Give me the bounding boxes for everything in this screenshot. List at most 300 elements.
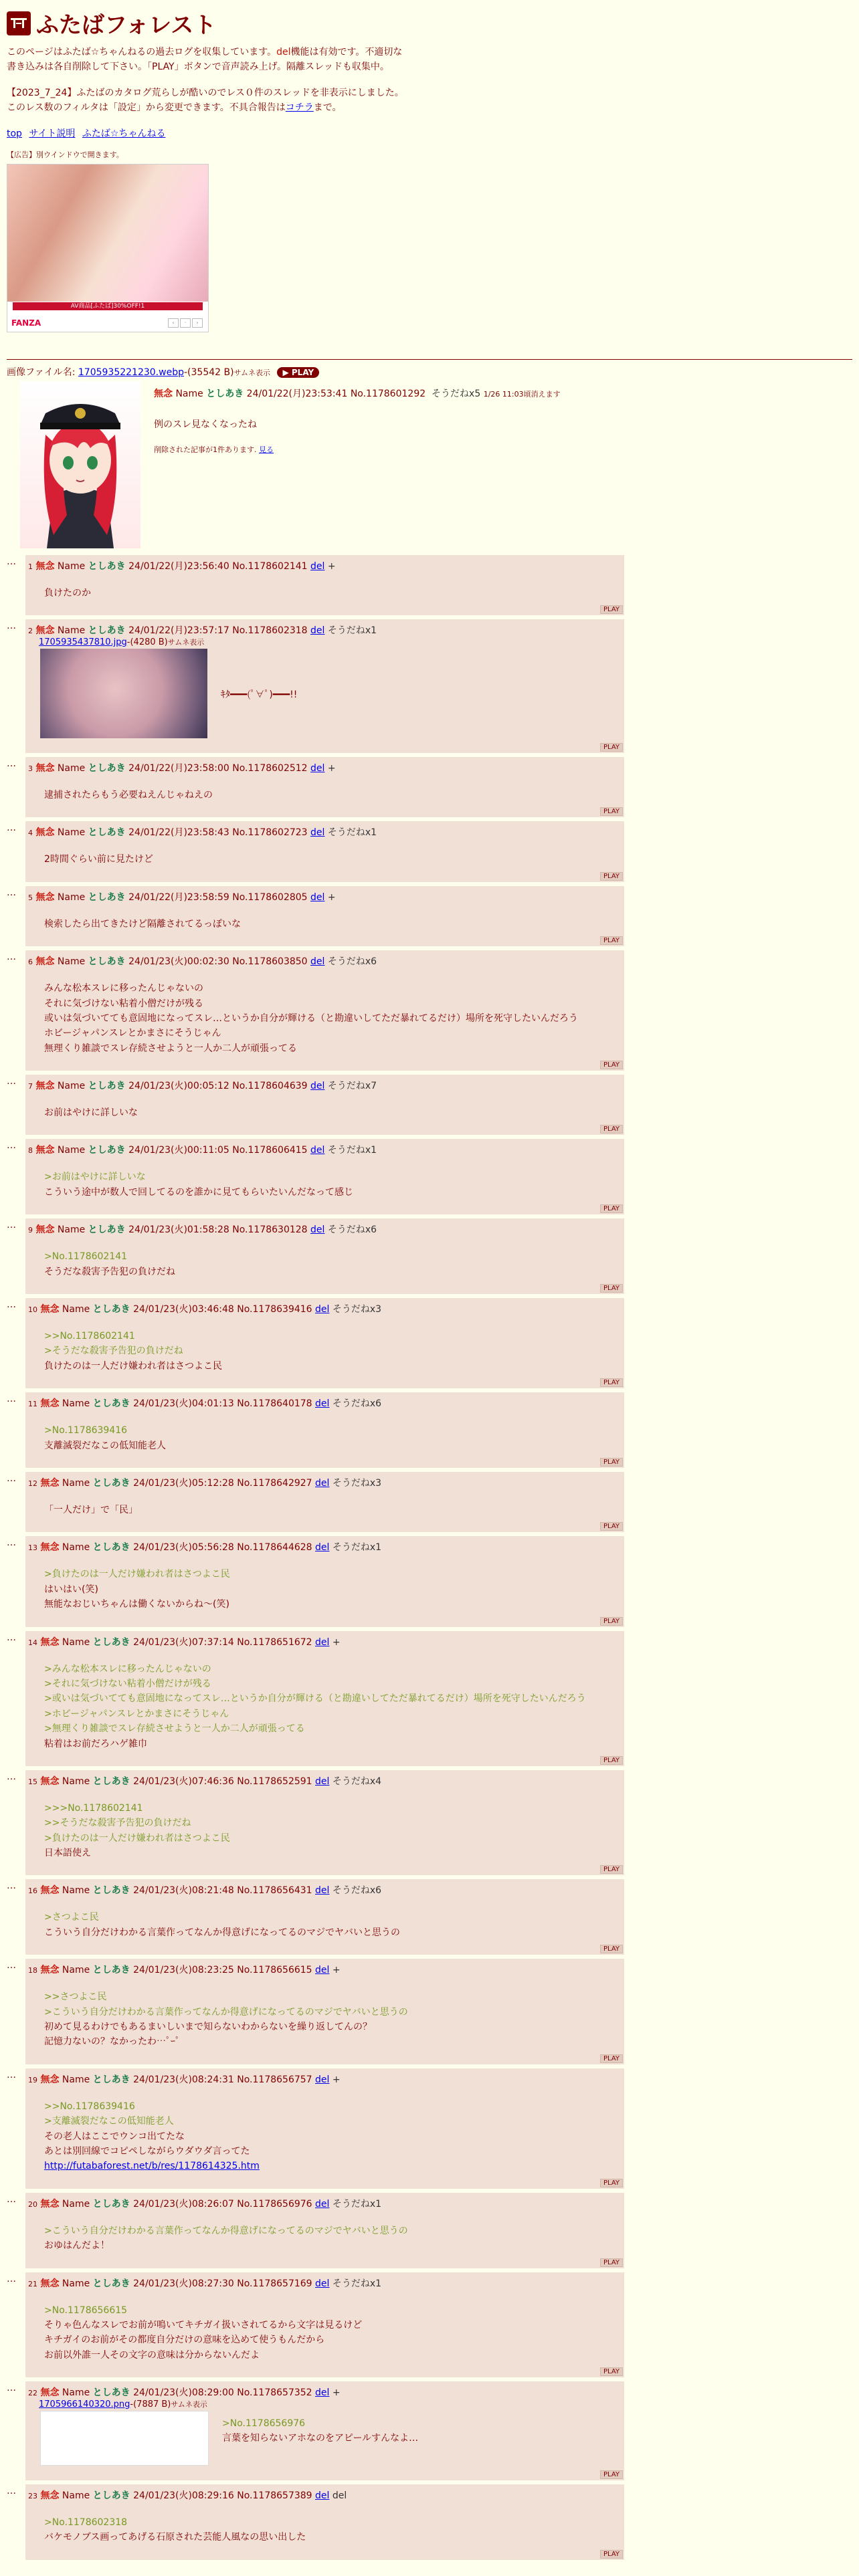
name-label: Name	[57, 1081, 86, 1092]
text-line: みんな松本スレに移ったんじゃないの	[44, 983, 203, 994]
reply-menu-dots[interactable]: …	[7, 952, 16, 963]
post-number[interactable]: No.1178657169	[237, 2278, 312, 2289]
name-label: Name	[57, 560, 86, 572]
reply-image-link[interactable]: 1705966140320.png	[39, 2399, 130, 2410]
reply-play-button[interactable]: PLAY	[600, 1061, 623, 1069]
reply-header	[28, 954, 619, 968]
reply-text	[222, 2416, 418, 2466]
reply-menu-dots[interactable]: …	[7, 1960, 16, 1971]
post-datetime: 24/01/23(火)08:29:00	[133, 2387, 234, 2399]
op-text: 例のスレ見なくなったね	[154, 419, 257, 430]
name-label: Name	[62, 2278, 90, 2289]
divider	[7, 359, 852, 360]
reply-play-button[interactable]: PLAY	[600, 1378, 623, 1387]
post-number[interactable]: No.1178642927	[237, 1477, 312, 1489]
post-subject: 無念	[40, 2074, 60, 2085]
post-subject: 無念	[35, 827, 55, 839]
text-line: あとは別回線でコピペしながらウダウダ言ってた	[44, 2145, 250, 2157]
bug-report-link[interactable]: コチラ	[285, 102, 314, 114]
post-number[interactable]: No.1178602141	[232, 560, 308, 572]
reply-menu-dots[interactable]: …	[7, 887, 16, 898]
ad-banner[interactable]	[7, 164, 209, 332]
reply-image-link[interactable]: 1705935437810.jpg	[39, 637, 127, 647]
post-number[interactable]: No.1178656431	[237, 1885, 312, 1897]
post-subject: 無念	[40, 1636, 60, 1648]
reply-header	[28, 1079, 619, 1092]
reply-row	[7, 1139, 852, 1214]
sodane-button[interactable]: そうだねx6	[327, 956, 377, 968]
del-link[interactable]: del	[310, 891, 325, 903]
reply-text	[44, 1503, 619, 1517]
post-subject: 無念	[35, 1145, 55, 1156]
reply-row	[7, 2484, 852, 2560]
text-line: お前以外誰一人その文字の意味は分からないんだよ	[44, 2349, 260, 2361]
post-datetime: 24/01/22(月)23:57:17	[128, 625, 229, 636]
sodane-button[interactable]: +	[327, 560, 336, 572]
post-datetime: 24/01/23(火)04:01:13	[133, 1398, 234, 1410]
sodane-button[interactable]: そうだねx7	[327, 1081, 377, 1092]
quote-line: >>さつよこ民	[44, 1992, 107, 2003]
reply-menu-dots[interactable]: …	[7, 1632, 16, 1643]
reply-index: 5	[28, 893, 33, 902]
reply-play-button[interactable]: PLAY	[600, 936, 623, 945]
sodane-button[interactable]: そうだねx6	[332, 1398, 382, 1410]
reply-text	[44, 852, 619, 867]
reply-header	[28, 1476, 619, 1489]
quote-line: >>No.1178602141	[44, 1331, 135, 1342]
reply-row	[7, 1959, 852, 2064]
reply-row	[7, 1075, 852, 1135]
reply-thumbnail[interactable]	[40, 649, 207, 738]
reply-play-button[interactable]: PLAY	[600, 1284, 623, 1293]
reply-post	[25, 1536, 624, 1626]
reply-index: 19	[28, 2075, 37, 2084]
reply-text	[44, 2515, 619, 2545]
sodane-button[interactable]: そうだねx6	[332, 1885, 382, 1897]
reply-index: 15	[28, 1777, 37, 1786]
reply-menu-dots[interactable]: …	[7, 758, 16, 769]
thumbnail-toggle[interactable]: サムネ表示	[171, 2400, 207, 2409]
reply-play-button[interactable]: PLAY	[600, 2179, 623, 2187]
text-line: 無能なおじいちゃんは働くないからね〜(笑)	[44, 1599, 229, 1610]
reply-header	[28, 761, 619, 774]
reply-menu-dots[interactable]: …	[7, 2486, 16, 2497]
reply-menu-dots[interactable]: …	[7, 2069, 16, 2080]
reply-index: 22	[28, 2389, 37, 2398]
ad-note: 【広告】別ウインドウで開きます。	[7, 150, 124, 159]
name-label: Name	[57, 1145, 86, 1156]
post-number[interactable]: No.1178603850	[232, 956, 308, 968]
reply-play-button[interactable]: PLAY	[600, 807, 623, 816]
reply-header	[28, 890, 619, 903]
sodane-button[interactable]: +	[327, 762, 336, 774]
reply-post	[25, 2381, 624, 2480]
op-body	[154, 381, 561, 548]
reply-header	[28, 1774, 619, 1788]
text-line: その老人はここでウンコ出てたな	[44, 2131, 185, 2142]
reply-index: 2	[28, 626, 33, 635]
post-datetime: 24/01/23(火)07:37:14	[133, 1636, 234, 1648]
quote-line: >負けたのは一人だけ嫌われ者はさつよこ民	[44, 1569, 230, 1580]
ad-brand-logo: FANZA	[11, 318, 41, 328]
del-link[interactable]: del	[310, 560, 325, 572]
post-number[interactable]: No.1178657352	[237, 2387, 312, 2399]
reply-text	[44, 1170, 619, 1200]
post-number[interactable]: No.1178601292	[350, 388, 426, 399]
reply-post	[25, 1631, 624, 1766]
reply-header	[28, 2488, 619, 2502]
text-line: ｷﾀ━━━(ﾟ∀ﾟ)━━━!!	[221, 689, 298, 700]
reply-row	[7, 2381, 852, 2480]
post-subject: 無念	[40, 1885, 60, 1897]
reply-index: 14	[28, 1638, 37, 1647]
reply-header	[28, 1963, 619, 1976]
ad-image[interactable]	[7, 165, 208, 302]
quote-line: >お前はやけに詳しいな	[44, 1172, 146, 1183]
reply-menu-dots[interactable]: …	[7, 1881, 16, 1892]
deleted-notice	[154, 444, 561, 455]
reply-post	[25, 555, 624, 615]
post-number[interactable]: No.1178651672	[237, 1636, 312, 1648]
show-deleted-link[interactable]: 見る	[259, 445, 274, 454]
name-label: Name	[175, 388, 203, 399]
reply-play-button[interactable]: PLAY	[600, 743, 623, 752]
poster-name: としあき	[92, 1477, 130, 1489]
name-label: Name	[57, 762, 86, 774]
sodane-button[interactable]: del	[332, 2490, 347, 2502]
reply-play-button[interactable]: PLAY	[600, 1204, 623, 1213]
del-link[interactable]: del	[315, 1776, 330, 1787]
quote-line: >こういう自分だけわかる言葉作ってなんか得意げになってるのマジでヤバいと思うの	[44, 2225, 408, 2236]
post-datetime: 24/01/23(火)08:21:48	[133, 1885, 234, 1897]
post-number[interactable]: No.1178602805	[232, 891, 308, 903]
del-link[interactable]: del	[310, 1081, 325, 1092]
del-link[interactable]: del	[315, 2387, 330, 2399]
name-label: Name	[62, 2198, 90, 2210]
del-link[interactable]: del	[315, 1636, 330, 1648]
poster-name: としあき	[92, 2387, 130, 2399]
site-title[interactable]: ふたばフォレスト	[36, 12, 217, 39]
del-link[interactable]: del	[315, 1398, 330, 1410]
ad-sale-bar[interactable]: AV商品[ふたば]30%OFF!1	[13, 302, 203, 310]
sodane-button[interactable]: そうだねx1	[327, 625, 377, 636]
del-link[interactable]: del	[315, 2278, 330, 2289]
post-number[interactable]: No.1178602723	[232, 827, 308, 839]
name-label: Name	[62, 2074, 90, 2085]
sodane-button[interactable]: そうだねx3	[332, 1477, 382, 1489]
reply-row	[7, 886, 852, 946]
sodane-button[interactable]: +	[327, 891, 336, 903]
reply-play-button[interactable]: PLAY	[600, 2367, 623, 2376]
reply-row	[7, 1218, 852, 1294]
poster-name: としあき	[92, 1636, 130, 1648]
name-label: Name	[62, 1542, 90, 1553]
op-file-link[interactable]: 1705935221230.webp	[78, 366, 184, 378]
post-number[interactable]: No.1178657389	[237, 2490, 312, 2502]
post-number[interactable]: No.1178602318	[232, 625, 308, 636]
reply-play-button[interactable]: PLAY	[600, 1865, 623, 1874]
reply-text	[44, 788, 619, 802]
text-line: 言葉を知らないアホなのをアピールすんなよ…	[222, 2433, 419, 2444]
del-link[interactable]: del	[310, 956, 325, 968]
post-subject: 無念	[40, 1477, 60, 1489]
post-number[interactable]: No.1178656757	[237, 2074, 312, 2085]
reply-index: 20	[28, 2199, 37, 2209]
reply-thumbnail[interactable]	[40, 2411, 209, 2466]
file-size: -(7887 B)	[130, 2399, 171, 2410]
reply-post	[25, 2193, 624, 2268]
reply-play-button[interactable]: PLAY	[600, 2258, 623, 2267]
post-number[interactable]: No.1178640178	[237, 1398, 312, 1410]
reply-image-info	[39, 2399, 619, 2409]
sodane-button[interactable]: +	[332, 2074, 341, 2085]
reply-index: 16	[28, 1887, 37, 1896]
del-link[interactable]: del	[310, 827, 325, 839]
poster-name: としあき	[92, 1776, 130, 1787]
post-subject: 無念	[40, 1965, 60, 1976]
deleted-note-text: 削除された記事が1件あります.	[154, 445, 257, 454]
reply-post	[25, 950, 624, 1071]
ad-prev-icon[interactable]: ‹	[168, 318, 179, 328]
reply-header	[28, 2276, 619, 2290]
expiry-note: 1/26 11:03頃消えます	[483, 389, 561, 399]
reply-play-button[interactable]: PLAY	[600, 1945, 623, 1953]
reply-menu-dots[interactable]: …	[7, 1220, 16, 1231]
poster-name: としあき	[88, 956, 126, 968]
name-label: Name	[62, 1776, 90, 1787]
del-link[interactable]: del	[315, 1965, 330, 1976]
del-link[interactable]: del	[310, 762, 325, 774]
op-thumbnail-art	[20, 381, 140, 548]
sodane-button[interactable]: そうだねx1	[327, 1145, 377, 1156]
del-link[interactable]: del	[315, 2074, 330, 2085]
post-subject: 無念	[40, 1776, 60, 1787]
name-label: Name	[62, 1398, 90, 1410]
post-number[interactable]: No.1178639416	[237, 1304, 312, 1315]
quote-line: >No.1178656615	[44, 2304, 128, 2316]
file-label: 画像ファイル名:	[7, 366, 76, 378]
op-play-button[interactable]: ▶ PLAY	[277, 367, 319, 378]
post-number[interactable]: No.1178652591	[237, 1776, 312, 1787]
post-number[interactable]: No.1178602512	[232, 762, 308, 774]
reply-row	[7, 1298, 852, 1388]
sodane-button[interactable]: +	[332, 1636, 341, 1648]
del-link[interactable]: del	[315, 2198, 330, 2210]
reply-menu-dots[interactable]: …	[7, 2273, 16, 2284]
quote-line: >支離滅裂だなこの低知能老人	[44, 2116, 174, 2127]
poster-name: としあき	[206, 388, 244, 399]
reply-menu-dots[interactable]: …	[7, 2383, 16, 2394]
post-datetime: 24/01/23(火)08:27:30	[133, 2278, 234, 2289]
post-subject: 無念	[35, 560, 55, 572]
text-line: 記憶力ないの？なかったわ…ﾟｰﾟ	[44, 2036, 180, 2048]
name-label: Name	[62, 1636, 90, 1648]
post-datetime: 24/01/23(火)03:46:48	[133, 1304, 234, 1315]
del-link[interactable]: del	[310, 625, 325, 636]
del-link[interactable]: del	[310, 1224, 325, 1236]
site-intro	[7, 45, 408, 116]
reply-post	[25, 1075, 624, 1135]
text-line: そりゃ色んなスレでお前が鳴いてキチガイ扱いされてるから文字は見るけど	[44, 2319, 363, 2331]
reply-post	[25, 757, 624, 817]
text-line: 負けたのか	[44, 587, 91, 599]
sodane-button[interactable]: そうだねx1	[332, 2278, 382, 2289]
reply-post	[25, 886, 624, 946]
post-number[interactable]: No.1178604639	[232, 1081, 308, 1092]
reply-text	[44, 917, 619, 932]
reply-play-button[interactable]: PLAY	[600, 1125, 623, 1134]
post-number[interactable]: No.1178630128	[232, 1224, 308, 1236]
reply-post	[25, 619, 624, 753]
reply-menu-dots[interactable]: …	[7, 1076, 16, 1087]
del-link[interactable]: del	[310, 1145, 325, 1156]
post-datetime: 24/01/22(月)23:56:40	[128, 560, 229, 572]
reply-menu-dots[interactable]: …	[7, 823, 16, 834]
sodane-button[interactable]: そうだねx3	[332, 1304, 382, 1315]
reply-row	[7, 821, 852, 881]
nav-futaba-link[interactable]: ふたば☆ちゃんねる	[82, 128, 166, 139]
post-subject: 無念	[35, 891, 55, 903]
reply-url-link[interactable]: http://futabaforest.net/b/res/1178614325.htm	[44, 2161, 260, 2172]
reply-row	[7, 1536, 852, 1626]
post-datetime: 24/01/22(月)23:58:59	[128, 891, 229, 903]
reply-text	[44, 1423, 619, 1453]
post-datetime: 24/01/22(月)23:58:00	[128, 762, 229, 774]
reply-menu-dots[interactable]: …	[7, 620, 16, 631]
reply-image-row	[28, 2409, 619, 2466]
reply-index: 11	[28, 1400, 37, 1409]
text-line: お前はやけに詳しいな	[44, 1107, 138, 1119]
reply-row	[7, 1879, 852, 1955]
post-subject: 無念	[40, 1398, 60, 1410]
reply-image-info	[39, 637, 619, 647]
reply-index: 8	[28, 1146, 33, 1156]
reply-menu-dots[interactable]: …	[7, 1299, 16, 1311]
thumbnail-toggle[interactable]: サムネ表示	[233, 368, 271, 377]
quote-line: >No.1178639416	[44, 1425, 128, 1436]
reply-play-button[interactable]: PLAY	[600, 2550, 623, 2559]
reply-index: 9	[28, 1226, 33, 1235]
reply-play-button[interactable]: PLAY	[600, 872, 623, 881]
reply-index: 12	[28, 1479, 37, 1488]
reply-menu-dots[interactable]: …	[7, 556, 16, 567]
thumbnail-toggle[interactable]: サムネ表示	[167, 637, 205, 647]
op-thumbnail[interactable]	[20, 381, 140, 548]
del-link[interactable]: del	[315, 1542, 330, 1553]
ad-dot-icon[interactable]: ·	[180, 318, 191, 328]
post-subject: 無念	[40, 2278, 60, 2289]
poster-name: としあき	[88, 1081, 126, 1092]
text-line: 「一人だけ」で「民」	[44, 1504, 138, 1515]
reply-menu-dots[interactable]: …	[7, 1140, 16, 1152]
post-datetime: 24/01/23(火)00:11:05	[128, 1145, 229, 1156]
reply-menu-dots[interactable]: …	[7, 2193, 16, 2205]
reply-play-button[interactable]: PLAY	[600, 2054, 623, 2063]
sodane-button[interactable]: そうだねx4	[332, 1776, 382, 1787]
del-link[interactable]: del	[315, 1885, 330, 1897]
quote-line: >No.1178602141	[44, 1251, 128, 1263]
reply-row	[7, 1631, 852, 1766]
quote-line: >さつよこ民	[44, 1912, 99, 1923]
intro-text: このページはふたば☆ちゃんねるの過去ログを収集しています。	[7, 47, 277, 58]
post-number[interactable]: No.1178644628	[237, 1542, 312, 1553]
intro-paragraph-1	[7, 45, 408, 75]
reply-menu-dots[interactable]: …	[7, 1473, 16, 1484]
reply-row	[7, 1392, 852, 1468]
reply-post	[25, 1472, 624, 1532]
post-number[interactable]: No.1178656615	[237, 1965, 312, 1976]
reply-play-button[interactable]: PLAY	[600, 605, 623, 614]
reply-row	[7, 619, 852, 753]
reply-header	[28, 2072, 619, 2086]
reply-text	[44, 981, 619, 1056]
ad-next-icon[interactable]: ›	[192, 318, 203, 328]
post-datetime: 24/01/23(火)08:29:16	[133, 2490, 234, 2502]
del-link[interactable]: del	[315, 1477, 330, 1489]
reply-index: 18	[28, 1966, 37, 1975]
del-link[interactable]: del	[315, 2490, 330, 2502]
sodane-button[interactable]: そうだねx1	[332, 1542, 382, 1553]
del-link[interactable]: del	[315, 1304, 330, 1315]
reply-post	[25, 2068, 624, 2189]
reply-play-button[interactable]: PLAY	[600, 1522, 623, 1531]
poster-name: としあき	[92, 1304, 130, 1315]
reply-text	[44, 1662, 619, 1751]
post-number[interactable]: No.1178606415	[232, 1145, 308, 1156]
site-header	[7, 7, 852, 39]
reply-play-button[interactable]: PLAY	[600, 1458, 623, 1467]
reply-text	[44, 1329, 619, 1374]
site-logo-icon[interactable]	[7, 11, 31, 35]
reply-play-button[interactable]: PLAY	[600, 1756, 623, 1765]
post-datetime: 24/01/23(火)00:02:30	[128, 956, 229, 968]
reply-index: 13	[28, 1543, 37, 1553]
sodane-button[interactable]: +	[332, 1965, 341, 1976]
sodane-button[interactable]: そうだねx1	[332, 2198, 382, 2210]
sodane-button[interactable]: +	[332, 2387, 341, 2399]
reply-menu-dots[interactable]: …	[7, 1771, 16, 1782]
reply-play-button[interactable]: PLAY	[600, 1617, 623, 1626]
reply-index: 23	[28, 2492, 37, 2501]
text-line: 負けたのは一人だけ嫌われ者はさつよこ民	[44, 1360, 222, 1372]
reply-post	[25, 2484, 624, 2560]
reply-index: 3	[28, 764, 33, 773]
reply-menu-dots[interactable]: …	[7, 1394, 16, 1405]
name-label: Name	[57, 956, 86, 968]
nav-about-link[interactable]: サイト説明	[29, 128, 76, 139]
reply-post	[25, 1218, 624, 1294]
reply-row	[7, 555, 852, 615]
reply-index: 4	[28, 829, 33, 838]
sodane-button[interactable]: そうだねx6	[327, 1224, 377, 1236]
reply-row	[7, 757, 852, 817]
name-label: Name	[62, 1304, 90, 1315]
reply-header	[28, 1222, 619, 1236]
intro-paragraph-2	[7, 86, 408, 116]
quote-line: >ホビージャパンスレとかまさにそうじゃん	[44, 1708, 229, 1719]
reply-text	[44, 1910, 619, 1940]
reply-post	[25, 1139, 624, 1214]
sodane-button[interactable]: そうだねx1	[327, 827, 377, 839]
nav-top-link[interactable]: top	[7, 128, 22, 139]
sodane-button[interactable]: そうだねx5	[432, 388, 481, 399]
reply-menu-dots[interactable]: …	[7, 1537, 16, 1549]
quote-line: >みんな松本スレに移ったんじゃないの	[44, 1663, 211, 1675]
post-number[interactable]: No.1178656976	[237, 2198, 312, 2210]
text-line: こういう途中が数人で回してるのを誰かに見てもらいたいんだなって感じ	[44, 1186, 353, 1198]
post-subject: 無念	[35, 1224, 55, 1236]
reply-play-button[interactable]: PLAY	[600, 2470, 623, 2479]
